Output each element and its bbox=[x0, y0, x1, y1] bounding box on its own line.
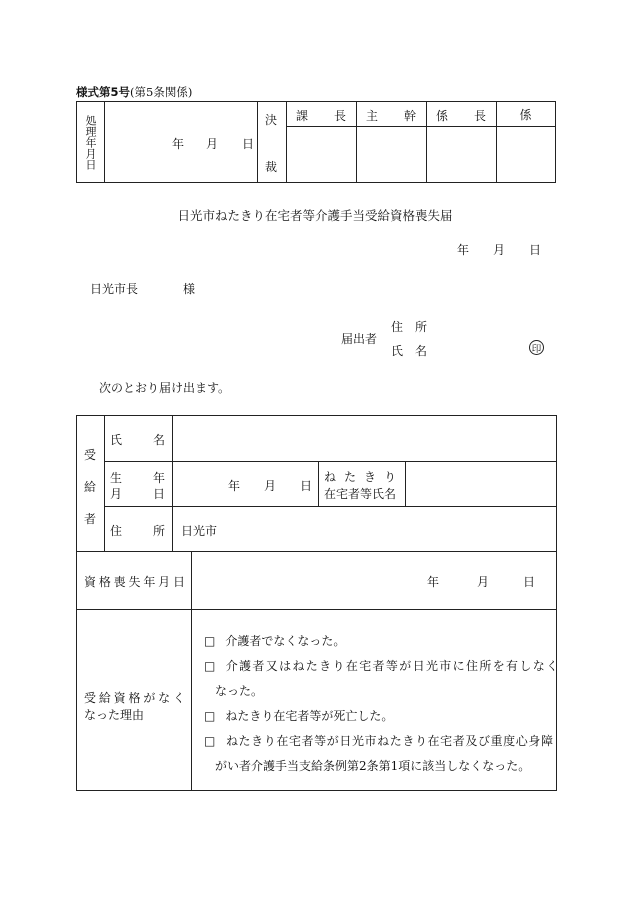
char: ね bbox=[324, 470, 337, 484]
char: 名 bbox=[152, 433, 165, 447]
char: 資 bbox=[84, 575, 97, 589]
bedridden-label-line1 bbox=[324, 468, 396, 485]
stamp-box-deputy[interactable] bbox=[356, 126, 426, 182]
char: 住 bbox=[110, 524, 123, 538]
char: 係 bbox=[436, 109, 449, 123]
reason-option-2[interactable]: □ 介護者又はねたきり在宅者等が日光市に住所を有しなく bbox=[204, 659, 560, 673]
char: が bbox=[143, 691, 156, 705]
processing-date-label: 処理年月日 bbox=[84, 114, 97, 170]
char: 長 bbox=[473, 109, 486, 123]
birthdate-field[interactable] bbox=[173, 462, 318, 505]
char: 年 bbox=[152, 471, 165, 485]
form-number bbox=[76, 84, 192, 100]
char: 年 bbox=[143, 575, 156, 589]
char: 住 bbox=[391, 320, 404, 334]
char: 氏 bbox=[391, 344, 404, 358]
char: 主 bbox=[366, 109, 379, 123]
reason-option-1[interactable]: □ 介護者でなくなった。 bbox=[204, 634, 346, 648]
char: 格 bbox=[128, 691, 141, 705]
processing-month-unit: 月 bbox=[206, 137, 219, 151]
recipient-name-label bbox=[110, 431, 165, 448]
reason-option-4[interactable]: □ ねたきり在宅者等が日光市ねたきり在宅者及び重度心身障 bbox=[204, 734, 554, 748]
birthdate-label-line2 bbox=[110, 485, 165, 502]
stamp-box-staff[interactable] bbox=[496, 126, 555, 182]
char: 月 bbox=[110, 487, 123, 501]
recipient-address-label bbox=[110, 522, 165, 539]
bedridden-name-field[interactable] bbox=[406, 462, 555, 505]
stamp-box-section-chief[interactable] bbox=[286, 126, 356, 182]
processing-date-field[interactable] bbox=[104, 102, 257, 182]
form-number-article: (第5条関係) bbox=[130, 85, 193, 99]
reason-label-line2: なった理由 bbox=[84, 708, 145, 722]
intro-text: 次のとおり届け出ます。 bbox=[99, 381, 231, 395]
char: 月 bbox=[158, 575, 171, 589]
char: な bbox=[158, 691, 171, 705]
recipient-address-value: 日光市 bbox=[181, 524, 218, 538]
checkbox-icon[interactable]: □ bbox=[204, 659, 217, 673]
checkbox-icon[interactable]: □ bbox=[204, 634, 216, 648]
date-year-unit: 年 bbox=[457, 243, 470, 257]
char: 受 bbox=[84, 691, 97, 705]
role-header-staff: 係 bbox=[519, 107, 532, 122]
applicant-address-field[interactable] bbox=[440, 316, 550, 334]
birthdate-label-line1 bbox=[110, 469, 165, 486]
date-day-unit: 日 bbox=[529, 243, 542, 257]
char: 日 bbox=[152, 487, 165, 501]
reason-option-3[interactable]: □ ねたきり在宅者等が死亡した。 bbox=[204, 709, 394, 723]
reason-option-2-continued: なった。 bbox=[215, 684, 264, 698]
bedridden-label-line2: 在宅者等氏名 bbox=[324, 487, 397, 501]
applicant-address-label bbox=[391, 318, 427, 335]
char: 幹 bbox=[403, 109, 416, 123]
char: 長 bbox=[333, 109, 346, 123]
birthdate-year-unit: 年 bbox=[228, 479, 241, 493]
char: 所 bbox=[414, 320, 427, 334]
char: 失 bbox=[128, 575, 141, 589]
loss-date-field[interactable] bbox=[192, 552, 555, 608]
loss-month-unit: 月 bbox=[477, 575, 490, 589]
char: 課 bbox=[296, 109, 309, 123]
reason-label-line1 bbox=[84, 689, 185, 706]
char: た bbox=[343, 470, 356, 484]
role-header-subsection-chief bbox=[426, 102, 496, 126]
recipient-name-field[interactable] bbox=[173, 417, 555, 460]
document-title: 日光市ねたきり在宅者等介護手当受給資格喪失届 bbox=[177, 208, 453, 223]
char: 生 bbox=[110, 471, 123, 485]
char: 格 bbox=[98, 575, 111, 589]
loss-date-label bbox=[84, 573, 185, 590]
char: 氏 bbox=[110, 433, 123, 447]
approval-table bbox=[76, 101, 556, 183]
char: き bbox=[363, 470, 376, 484]
decision-label: 決 裁 bbox=[265, 113, 278, 174]
recipient-group-label: 受 給 者 bbox=[84, 448, 97, 526]
seal-mark: 印 bbox=[529, 340, 544, 355]
role-header-section-chief bbox=[286, 102, 356, 126]
addressee: 日光市長 bbox=[90, 282, 139, 296]
recipient-address-field[interactable] bbox=[227, 507, 555, 550]
checkbox-icon[interactable]: □ bbox=[204, 709, 216, 723]
loss-day-unit: 日 bbox=[523, 575, 536, 589]
honorific: 様 bbox=[183, 282, 196, 296]
applicant-name-label bbox=[391, 342, 427, 359]
processing-day-unit: 日 bbox=[242, 137, 255, 151]
char: 所 bbox=[152, 524, 165, 538]
char: 給 bbox=[98, 691, 111, 705]
recipient-table bbox=[76, 415, 560, 791]
stamp-box-subsection-chief[interactable] bbox=[426, 126, 496, 182]
char: り bbox=[383, 470, 396, 484]
char: 名 bbox=[414, 344, 427, 358]
role-header-deputy bbox=[356, 102, 426, 126]
form-number-main: 様式第5号 bbox=[76, 85, 131, 99]
birthdate-day-unit: 日 bbox=[300, 479, 313, 493]
applicant-label: 届出者 bbox=[341, 332, 378, 346]
processing-year-unit: 年 bbox=[172, 137, 185, 151]
char: 日 bbox=[172, 575, 185, 589]
reason-options bbox=[192, 610, 560, 790]
date-month-unit: 月 bbox=[493, 243, 506, 257]
birthdate-month-unit: 月 bbox=[264, 479, 277, 493]
applicant-name-field[interactable] bbox=[440, 340, 525, 358]
char: 喪 bbox=[113, 575, 126, 589]
loss-year-unit: 年 bbox=[427, 575, 440, 589]
char: く bbox=[172, 691, 185, 705]
checkbox-icon[interactable]: □ bbox=[204, 734, 216, 748]
char: 資 bbox=[113, 691, 126, 705]
reason-option-4-continued: がい者介護手当支給条例第2条第1項に該当しなくなった。 bbox=[215, 759, 531, 773]
